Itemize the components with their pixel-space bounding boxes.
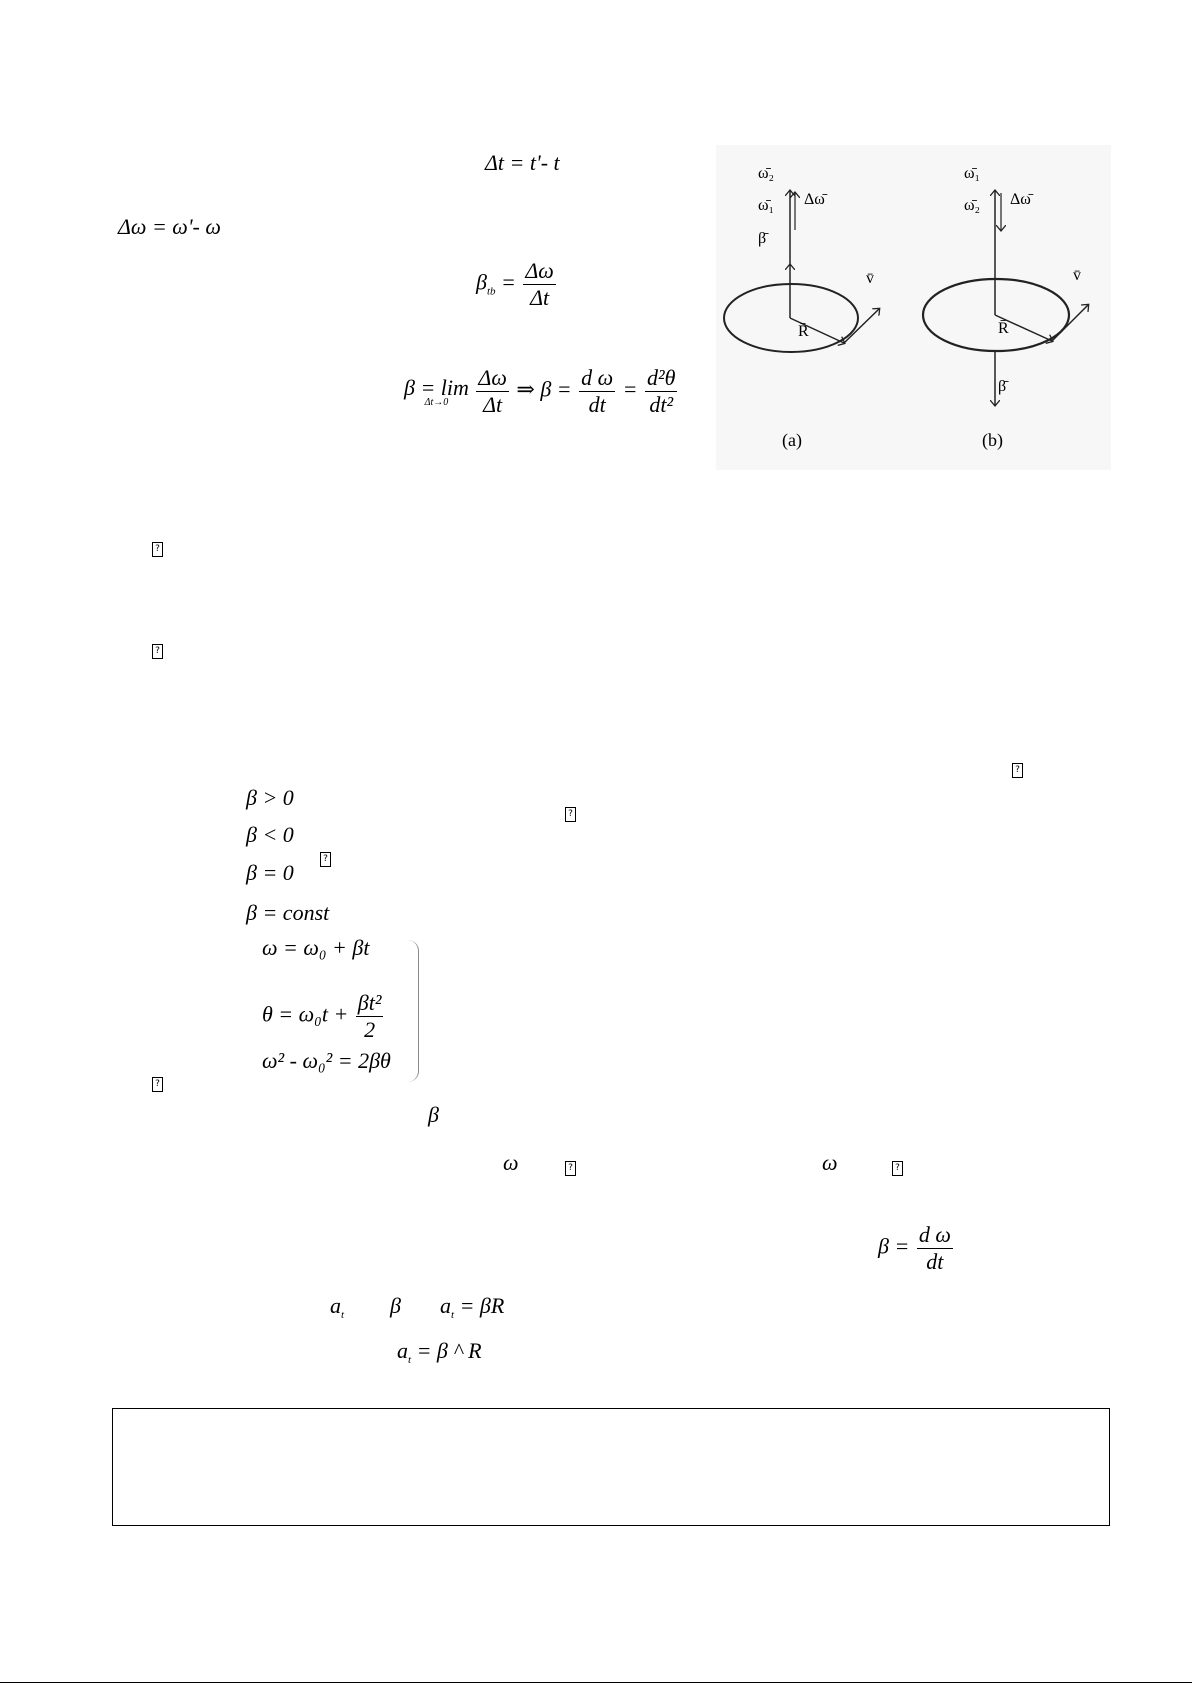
fig-a-caption: (a) (782, 430, 802, 450)
footer-rule (0, 1682, 1192, 1683)
missing-glyph: ? (1012, 763, 1023, 778)
fig-a-delta-omega: Δω̄ (804, 191, 825, 208)
missing-glyph: ? (892, 1161, 903, 1176)
rotation-vectors-figure (716, 145, 1111, 470)
beta-definition: β = $\frac{\text{d ω}}{dt}$ (878, 1222, 951, 1274)
fig-a-omega2: ω̄₂ (758, 165, 775, 182)
omega-symbol: ω (503, 1150, 519, 1175)
beta-constant: β = const (246, 900, 330, 925)
tangential-acceleration-vector: $a_t = \beta$ ^ R (397, 1338, 482, 1366)
fig-b-caption: (b) (982, 430, 1003, 450)
beta-positive: β > 0 (246, 785, 294, 810)
beta-zero: β = 0 (246, 860, 294, 885)
fig-b-beta: β̄ (998, 378, 1007, 395)
average-angular-acceleration-formula: $\beta_{tb}$ = $\frac{\Delta\omega}{\Delta t}$ (476, 258, 554, 310)
fig-a-v: v̄ (866, 270, 874, 287)
fig-b-omega2: ω̄₂ (964, 197, 981, 214)
equations-brace (408, 940, 419, 1082)
rotation-vectors-diagram (716, 145, 1111, 470)
missing-glyph: ? (152, 644, 163, 659)
fig-b-omega1: ω̄₁ (964, 165, 981, 182)
missing-glyph: ? (152, 542, 163, 557)
missing-glyph: ? (320, 852, 331, 867)
fig-b-R: R̄ (998, 320, 1009, 337)
tangential-acceleration-symbol: $a_t$ (330, 1293, 345, 1321)
tangential-acceleration-scalar: $a_t = \beta R$ (440, 1293, 505, 1321)
equation-theta: θ = ω₀t + $\frac{\text{βt²}}{2}$ (262, 990, 382, 1042)
missing-glyph: ? (152, 1077, 163, 1092)
delta-t-formula: Δt = t'- t (485, 150, 560, 175)
delta-omega-formula: Δω = ω'- ω (118, 214, 221, 239)
note-box (112, 1408, 1110, 1526)
beta-negative: β < 0 (246, 822, 294, 847)
velocity-a (844, 309, 879, 343)
beta-symbol: β (390, 1293, 401, 1318)
fig-b-delta-omega: Δω̄ (1010, 191, 1031, 208)
fig-a-R: R̄ (798, 323, 809, 340)
fig-a-beta: β̄ (758, 230, 767, 247)
equation-omega: ω = ω₀ + βt (262, 935, 370, 960)
missing-glyph: ? (565, 1161, 576, 1176)
fig-a-omega1: ω̄₁ (758, 197, 775, 214)
fig-b-v: v̄ (1073, 267, 1081, 284)
omega-symbol: ω (822, 1150, 838, 1175)
velocity-b (1052, 305, 1088, 341)
instantaneous-angular-acceleration-formula: β = lim Δt→0 $\frac{\Delta\omega}{\Delta t}$ ⇒ β = $\frac{\text{d ω}}{dt}$ = $\frac{\text{d²θ}}{\text{dt²}}$ (404, 365, 676, 417)
equation-omega-squared: ω² - ω₀² = 2βθ (262, 1048, 391, 1073)
missing-glyph: ? (565, 807, 576, 822)
beta-symbol: β (428, 1102, 439, 1127)
